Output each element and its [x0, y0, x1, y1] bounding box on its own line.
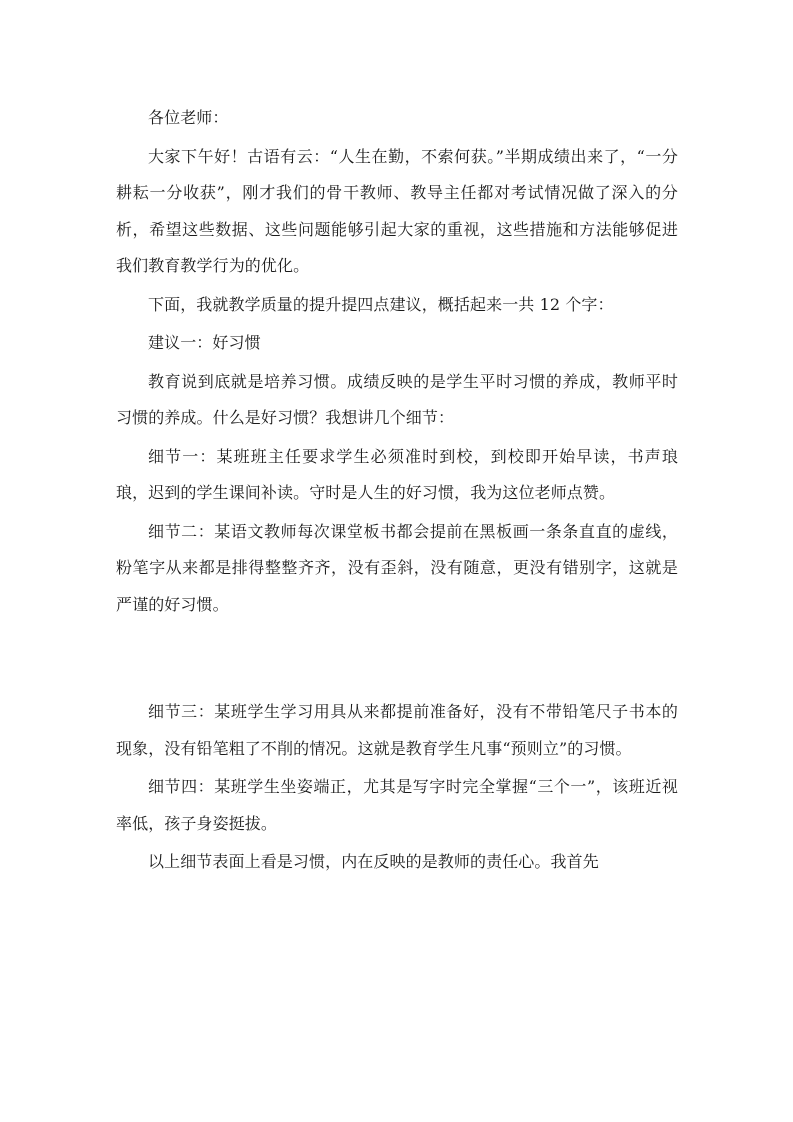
paragraph-summary: 以上细节表面上看是习惯，内在反映的是教师的责任心。我首先 — [148, 852, 599, 871]
paragraph-habits: 教育说到底就是培养习惯。成绩反映的是学生平时习惯的养成，教师平时习惯的养成。什么是好习惯？我想讲几个细节： — [116, 371, 678, 427]
document-page — [116, 100, 678, 883]
paragraph-intro-suggestions: 下面，我就教学质量的提升提四点建议，概括起来一共 12 个字： — [148, 294, 614, 314]
heading-suggestion-one: 建议一：好习惯 — [148, 333, 261, 352]
paragraph-gap — [116, 625, 678, 694]
paragraph-detail-four: 细节四：某班学生坐姿端正，尤其是写字时完全掌握“三个一”，该班近视率低，孩子身姿挺拔。 — [116, 777, 678, 833]
paragraph-opening: 大家下午好！古语有云：“人生在勤，不索何获。”半期成绩出来了，“一分耕耘一分收获”，刚才我们的骨干教师、教导主任都对考试情况做了深入的分析，希望这些数据、这些问题能够引起大家的重视，这些措施和方法能够促进我们教育教学行为的优化。 — [116, 146, 678, 275]
salutation: 各位老师： — [148, 108, 229, 127]
paragraph-detail-two: 细节二：某语文教师每次课堂板书都会提前在黑板画一条条直直的虚线，粉笔字从来都是排得整整齐齐，没有歪斜，没有随意，更没有错别字，这就是严谨的好习惯。 — [116, 521, 678, 614]
paragraph-detail-three: 细节三：某班学生学习用具从来都提前准备好，没有不带铅笔尺子书本的现象，没有铅笔粗了不削的情况。这就是教育学生凡事“预则立”的习惯。 — [116, 702, 678, 758]
paragraph-detail-one: 细节一：某班班主任要求学生必须准时到校，到校即开始早读，书声琅琅，迟到的学生课间补读。守时是人生的好习惯，我为这位老师点赞。 — [116, 446, 678, 502]
